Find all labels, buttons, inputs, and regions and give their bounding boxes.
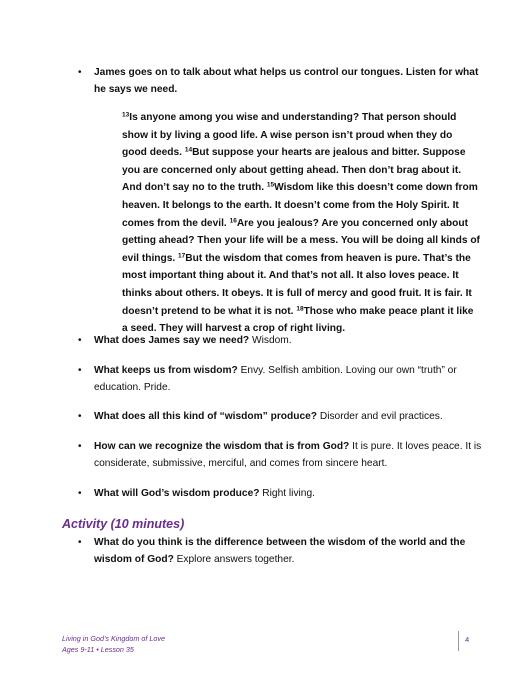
bullet-icon: • [78, 441, 82, 452]
verse-number: 18 [296, 305, 304, 313]
bullet-icon: • [78, 335, 82, 346]
question-text: How can we recognize the wisdom that is from God? [94, 441, 350, 452]
verse-number: 13 [122, 111, 130, 119]
bullet-icon: • [78, 411, 82, 422]
footer [62, 633, 165, 655]
question-text: What will God’s wisdom produce? [94, 488, 260, 499]
verse-number: 16 [229, 217, 237, 225]
question-text: What does all this kind of “wisdom” produce? [94, 411, 318, 422]
bullet-icon: • [78, 67, 82, 78]
verse-text: Wisdom like this doesn’t come down from heaven. It belongs to the earth. It doesn’t come from the Holy Spirit. It comes from the devil. [122, 182, 478, 229]
bullet-icon: • [78, 537, 82, 548]
verse-text: But suppose your hearts are jealous and bitter. Suppose you are concerned only about getting ahead. Then don’t brag about it. And don’t say no to the truth. [122, 147, 466, 194]
footer-divider [458, 631, 459, 651]
answer-text: Wisdom. [249, 335, 292, 346]
verse-text: Are you jealous? Are you concerned only about getting ahead? Then your life will be a mess. You will be doing all kinds of evil things. [122, 217, 480, 264]
activity-heading: Activity (10 minutes) [62, 517, 185, 531]
answer-text: Explore answers together. [173, 554, 295, 565]
verse-number: 15 [266, 181, 275, 189]
scripture-passage [122, 109, 480, 338]
verse-text: Is anyone among you wise and understanding? That person should show it by living a good life. A wise person isn’t proud when they do good deeds. [122, 112, 457, 159]
verse-text: But the wisdom that comes from heaven is pure. That’s the most important thing about it. And that’s not all. It also loves peace. It thinks about others. It obeys. It is full of mercy and good fruit. It is fair. It doesn’t pretend to be what it is not. [122, 252, 472, 317]
verse-number: 17 [178, 252, 186, 260]
question-text: What does James say we need? [94, 335, 250, 346]
question-text: What do you think is the difference between the wisdom of the world and the wisdom of God? [94, 537, 466, 565]
page-number: 4 [465, 635, 470, 644]
answer-text: It is pure. It loves peace. It is considerate, submissive, merciful, and comes from sincere heart. [94, 441, 482, 469]
verse-text: Those who make peace plant it like a seed. They will harvest a crop of right living. [122, 305, 474, 335]
bullet-icon: • [78, 365, 82, 376]
answer-text: Right living. [259, 488, 315, 499]
answer-text: Envy. Selfish ambition. Loving our own “truth” or education. Pride. [94, 365, 457, 393]
question-text: What keeps us from wisdom? [94, 365, 238, 376]
verse-number: 14 [184, 146, 193, 154]
intro-text: James goes on to talk about what helps us control our tongues. Listen for what he says we need. [94, 67, 479, 95]
answer-text: Disorder and evil practices. [317, 411, 443, 422]
footer-title: Living in God’s Kingdom of Love [62, 634, 165, 643]
footer-subtitle: Ages 9-11 • Lesson 35 [62, 645, 134, 654]
bullet-icon: • [78, 488, 82, 499]
